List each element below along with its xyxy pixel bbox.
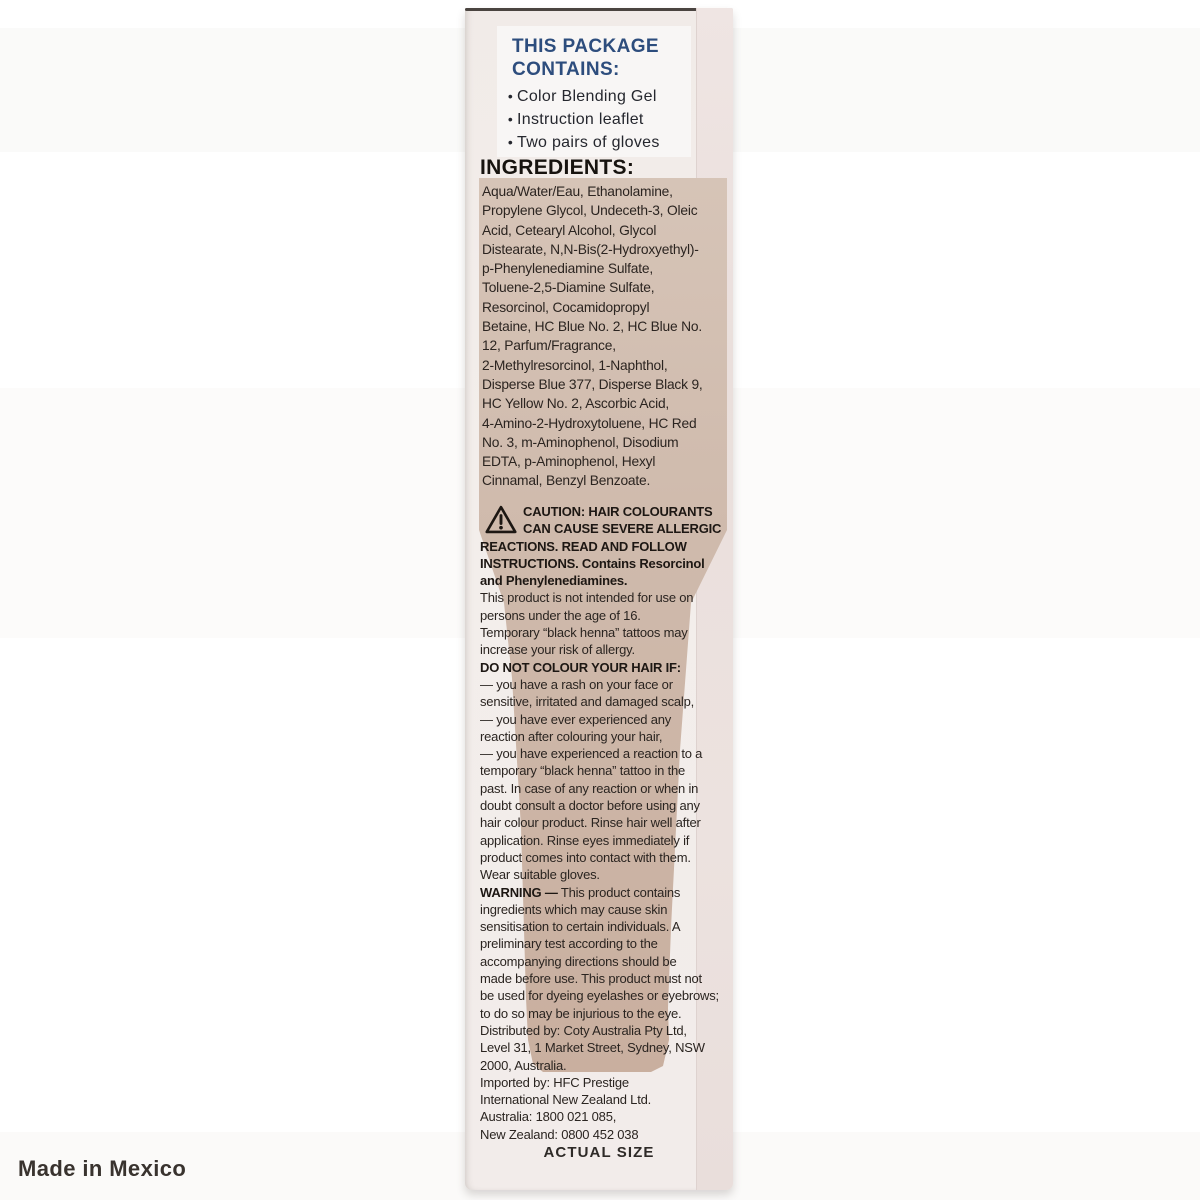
- caution-heading-line: CAUTION: HAIR COLOURANTS: [523, 504, 713, 519]
- list-item: [504, 108, 691, 131]
- warning-paragraph: [480, 884, 736, 1022]
- made-in-mexico-label: Made in Mexico: [18, 1156, 187, 1181]
- actual-size-label: ACTUAL SIZE: [543, 1144, 655, 1161]
- list-item: [504, 131, 691, 154]
- age-restriction-text: This product is not intended for use on persons under the age of 16. Temporary “black henna” tattoos may increase your risk of allergy.: [480, 590, 694, 658]
- do-not-colour-heading: DO NOT COLOUR YOUR HAIR IF:: [480, 659, 681, 675]
- list-item-label: Color Blending Gel: [517, 88, 657, 105]
- contents-heading: THIS PACKAGE CONTAINS:: [512, 36, 659, 80]
- warning-label: WARNING —: [480, 884, 558, 900]
- warning-text: This product contains ingredients which may cause skin sensitisation to certain individuals. A preliminary test according to the accompanying directions should be made before use. This product must not be used for dyeing eyelashes or eyebrows; to do so may be injurious to the eye.: [480, 884, 719, 1021]
- bullet-icon: •: [507, 134, 514, 150]
- bullet-icon: •: [507, 111, 514, 127]
- caution-heading-line: CAN CAUSE SEVERE ALLERGIC: [523, 521, 722, 537]
- panel-top-edge: [465, 8, 697, 11]
- list-item-label: Two pairs of gloves: [517, 134, 660, 151]
- contents-list: [504, 85, 691, 154]
- list-item: [504, 85, 691, 108]
- caution-heading-rest: REACTIONS. READ AND FOLLOW INSTRUCTIONS. Contains Resorcinol and Phenylenediamines.: [480, 538, 705, 589]
- list-item-label: Instruction leaflet: [517, 111, 644, 128]
- bullet-icon: •: [507, 88, 514, 104]
- ingredients-heading: INGREDIENTS:: [480, 156, 635, 179]
- package-back-panel: [465, 8, 733, 1190]
- caution-heading: [480, 503, 736, 589]
- distributor-text: Distributed by: Coty Australia Pty Ltd, Level 31, 1 Market Street, Sydney, NSW 2000, Australia. Imported by: HFC Prestige International New Zealand Ltd. Australia: 1800 021 085, New Zealand: 0800 452 038: [480, 1022, 705, 1142]
- do-not-colour-conditions-text: — you have a rash on your face or sensitive, irritated and damaged scalp, — you have ever experienced any reaction after colouring your hair, — you have experienced a reaction to a temporary “black henna” tattoo in the past. In case of any reaction or when in doubt consult a doctor before using any hair colour product. Rinse hair well after application. Rinse eyes immediately if product comes into contact with them. Wear suitable gloves.: [480, 676, 703, 883]
- ingredients-text: Aqua/Water/Eau, Ethanolamine, Propylene Glycol, Undeceth-3, Oleic Acid, Cetearyl Alcohol, Glycol Distearate, N,N-Bis(2-Hydroxyethyl)- p-Phenylenediamine Sulfate, Toluene-2,5-Diamine Sulfate, Resorcinol, Cocamidopropyl Betaine, HC Blue No. 2, HC Blue No. 12, Parfum/Fragrance, 2-Methylresorcinol, 1-Naphthol, Disperse Blue 377, Disperse Black 9, HC Yellow No. 2, Ascorbic Acid, 4-Amino-2-Hydroxytoluene, HC Red No. 3, m-Aminophenol, Disodium EDTA, p-Aminophenol, Hexyl Cinnamal, Benzyl Benzoate.: [482, 184, 703, 489]
- caution-column: [480, 503, 736, 1143]
- warning-triangle-icon: [485, 505, 517, 534]
- package-contents-card: [497, 26, 691, 157]
